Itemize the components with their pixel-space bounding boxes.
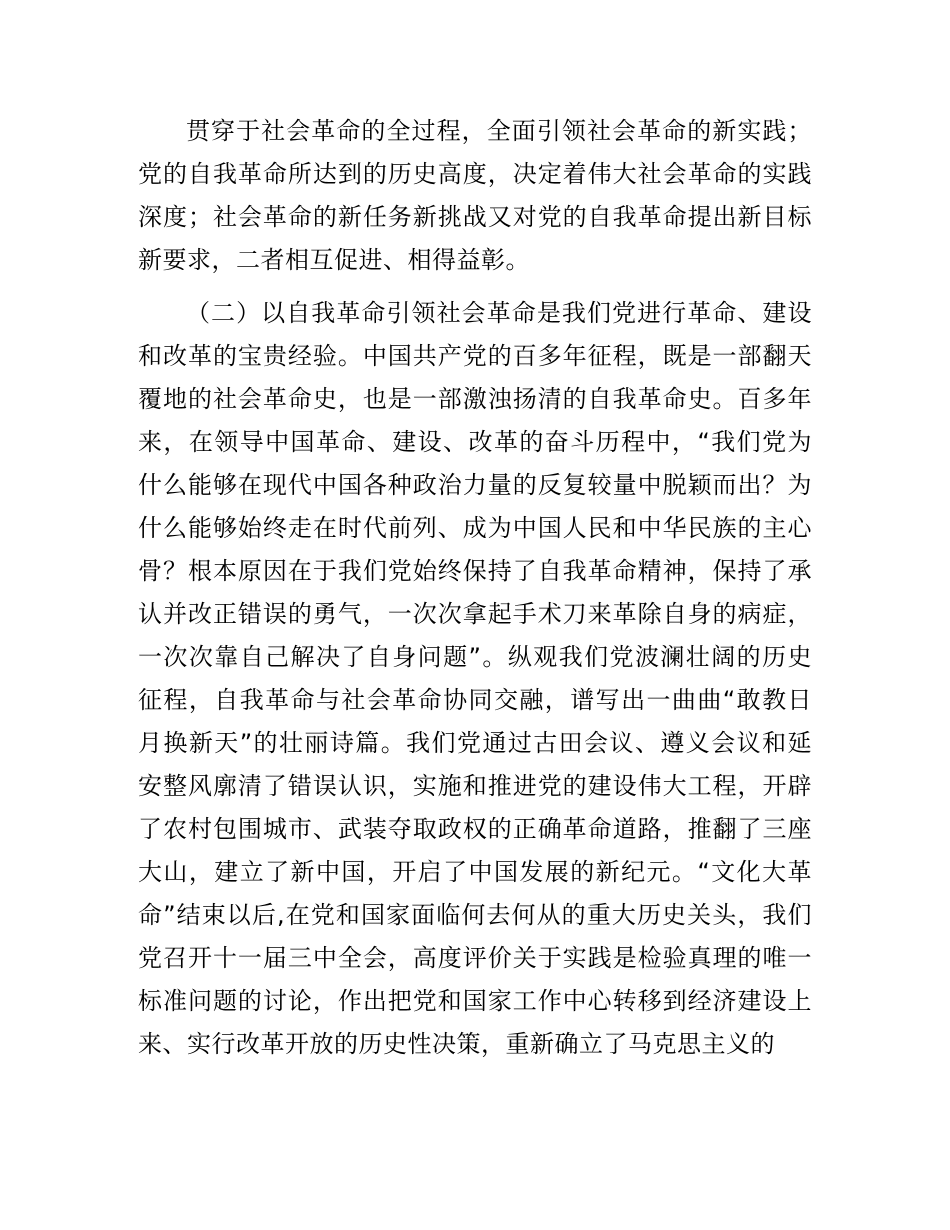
text-line: 新要求，二者相互促进、相得益彰。 [138,246,530,274]
text-line: 贯穿于社会革命的全过程，全面引领社会革命的新实践； [186,117,812,145]
text-line: 标准问题的讨论，作出把党和国家工作中心转移到经济建设上 [138,987,812,1015]
text-line: 征程，自我革命与社会革命协同交融，谱写出一曲曲“敢教日 [138,686,812,714]
paragraph-1 [138,110,812,282]
text-line: 命”结束以后,在党和国家面临何去何从的重大历史关头，我们 [138,901,812,929]
text-line: 来，在领导中国革命、建设、改革的奋斗历程中，“我们党为 [138,428,812,456]
text-line: 和改革的宝贵经验。中国共产党的百多年征程，既是一部翻天 [138,342,812,370]
text-line: 覆地的社会革命史，也是一部激浊扬清的自我革命史。百多年 [138,385,812,413]
text-line: 认并改正错误的勇气，一次次拿起手术刀来革除自身的病症， [138,600,812,628]
text-line: 月换新天”的壮丽诗篇。我们党通过古田会议、遵义会议和延 [138,729,812,757]
text-line: 了农村包围城市、武装夺取政权的正确革命道路，推翻了三座 [138,815,812,843]
document-body [138,110,812,1066]
text-line: 一次次靠自己解决了自身问题”。纵观我们党波澜壮阔的历史 [138,643,812,671]
text-line: 深度；社会革命的新任务新挑战又对党的自我革命提出新目标 [138,203,812,231]
text-line: 什么能够在现代中国各种政治力量的反复较量中脱颖而出？为 [138,471,812,499]
text-line: 大山，建立了新中国，开启了中国发展的新纪元。“文化大革 [138,858,812,886]
text-line: （二）以自我革命引领社会革命是我们党进行革命、建设 [186,299,812,327]
paragraph-2 [138,292,812,1066]
text-line: 什么能够始终走在时代前列、成为中国人民和中华民族的主心 [138,514,812,542]
text-line: 党召开十一届三中全会，高度评价关于实践是检验真理的唯一 [138,944,812,972]
text-line: 来、实行改革开放的历史性决策，重新确立了马克思主义的 [138,1030,775,1058]
text-line: 骨？根本原因在于我们党始终保持了自我革命精神，保持了承 [138,557,812,585]
text-line: 安整风廓清了错误认识，实施和推进党的建设伟大工程，开辟 [138,772,812,800]
text-line: 党的自我革命所达到的历史高度，决定着伟大社会革命的实践 [138,160,812,188]
